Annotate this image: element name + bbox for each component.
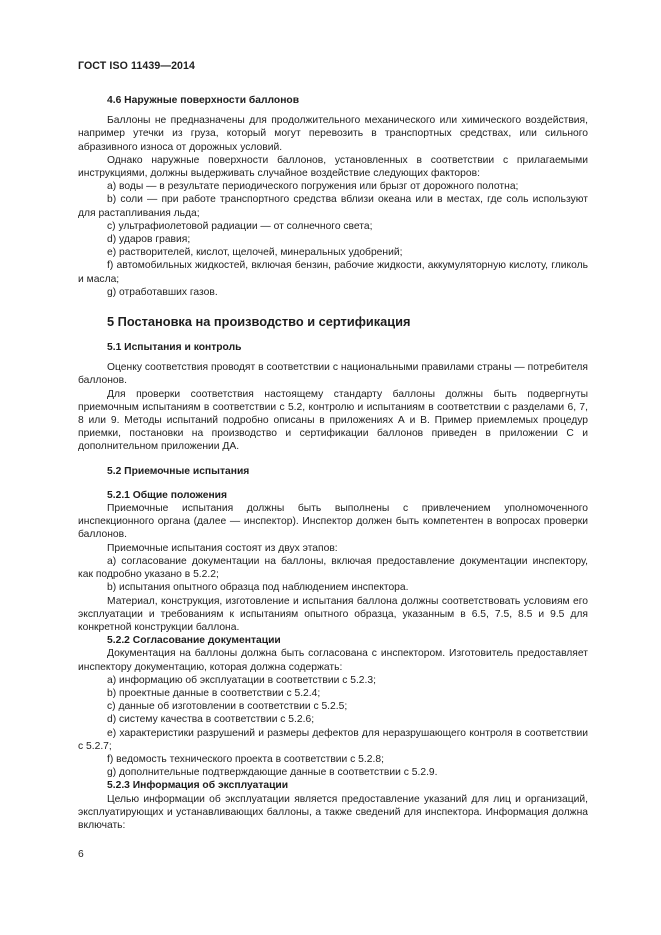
- section-5-title: 5 Постановка на производство и сертификация: [107, 314, 411, 330]
- document-header: ГОСТ ISO 11439—2014: [78, 60, 196, 72]
- section-4-6-title: 4.6 Наружные поверхности баллонов: [107, 95, 300, 106]
- paragraph: Для проверки соответствия настоящему стандарту баллоны должны быть подвергнуты приемочным испытаниям в соответствии с 5.2, контролю и испытаниям в соответствии с разделами 6, 7, 8 или 9. Методы испытаний подробно описаны в приложениях А и В. Пример приемлемых процедур приемки, постановки на производство и сертификации баллонов приведен в приложении С и дополнительном приложении ДА.: [78, 388, 588, 453]
- list-item: с) ультрафиолетовой радиации — от солнечного света;: [107, 220, 373, 232]
- list-item: g) дополнительные подтверждающие данные в соответствии с 5.2.9.: [107, 767, 438, 779]
- list-item: f) ведомость технического проекта в соответствии с 5.2.8;: [107, 753, 384, 765]
- list-item: с) данные об изготовлении в соответствии с 5.2.5;: [107, 701, 348, 713]
- list-item: b) проектные данные в соответствии с 5.2.4;: [107, 687, 321, 699]
- paragraph: Целью информации об эксплуатации является предоставление указаний для лиц и организаций, эксплуатирующих и устанавливающих баллоны, а также сведений для инспектора. Информация должна включать:: [78, 793, 588, 831]
- section-5-2-2-title: 5.2.2 Согласование документации: [107, 635, 281, 647]
- page-number: 6: [78, 849, 84, 860]
- paragraph: Оценку соответствия проводят в соответствии с национальными правилами страны — потребителя баллонов.: [78, 362, 588, 387]
- list-item: g) отработавших газов.: [107, 286, 218, 298]
- paragraph: Приемочные испытания состоят из двух этапов:: [107, 542, 338, 554]
- list-item: е) растворителей, кислот, щелочей, минеральных удобрений;: [107, 247, 403, 259]
- paragraph: Документация на баллоны должна быть согласована с инспектором. Изготовитель предоставляет инспектору документацию, которая должна содержать:: [78, 648, 588, 673]
- list-item: d) систему качества в соответствии с 5.2.6;: [107, 714, 315, 726]
- paragraph: Однако наружные поверхности баллонов, установленных в соответствии с прилагаемыми инструкциями, должны выдерживать случайное воздействие следующих факторов:: [78, 154, 588, 180]
- page-content: [78, 94, 588, 832]
- list-item: а) согласование документации на баллоны, включая предоставление документации инспектору, как подробно указано в 5.2.2;: [78, 555, 588, 581]
- list-item: а) информацию об эксплуатации в соответствии с 5.2.3;: [107, 674, 376, 686]
- list-item: b) испытания опытного образца под наблюдением инспектора.: [107, 582, 409, 594]
- list-item: а) воды — в результате периодического погружения или брызг от дорожного полотна;: [107, 181, 519, 193]
- section-5-2-1-title: 5.2.1 Общие положения: [107, 489, 227, 501]
- paragraph: Материал, конструкция, изготовление и испытания баллона должны соответствовать условиям его эксплуатации и требованиям к испытаниям опытного образца, указанным в 6.5, 7.5, 8.5 и 9.5 для конкретной конструкции баллона.: [78, 595, 588, 633]
- paragraph: Приемочные испытания должны быть выполнены с привлечением уполномоченного инспекционного органа (далее — инспектор). Инспектор должен быть компетентен в вопросах проверки баллонов.: [78, 503, 588, 541]
- section-5-2-title: 5.2 Приемочные испытания: [107, 465, 250, 477]
- list-item: d) ударов гравия;: [107, 234, 191, 246]
- paragraph: Баллоны не предназначены для продолжительного механического или химического воздействия, например утечки из груза, который могут перевозить в транспортных средствах, или сильного абразивного износа от дорожных условий.: [78, 115, 588, 153]
- list-item: е) характеристики разрушений и размеры дефектов для неразрушающего контроля в соответствии с 5.2.7;: [78, 727, 588, 752]
- section-5-1-title: 5.1 Испытания и контроль: [107, 342, 242, 354]
- list-item: f) автомобильных жидкостей, включая бензин, рабочие жидкости, аккумуляторную кислоту, гликоль и масла;: [78, 260, 588, 285]
- section-5-2-3-title: 5.2.3 Информация об эксплуатации: [107, 780, 289, 792]
- list-item: b) соли — при работе транспортного средства вблизи океана или в местах, где соль используют для растапливания льда;: [78, 194, 588, 219]
